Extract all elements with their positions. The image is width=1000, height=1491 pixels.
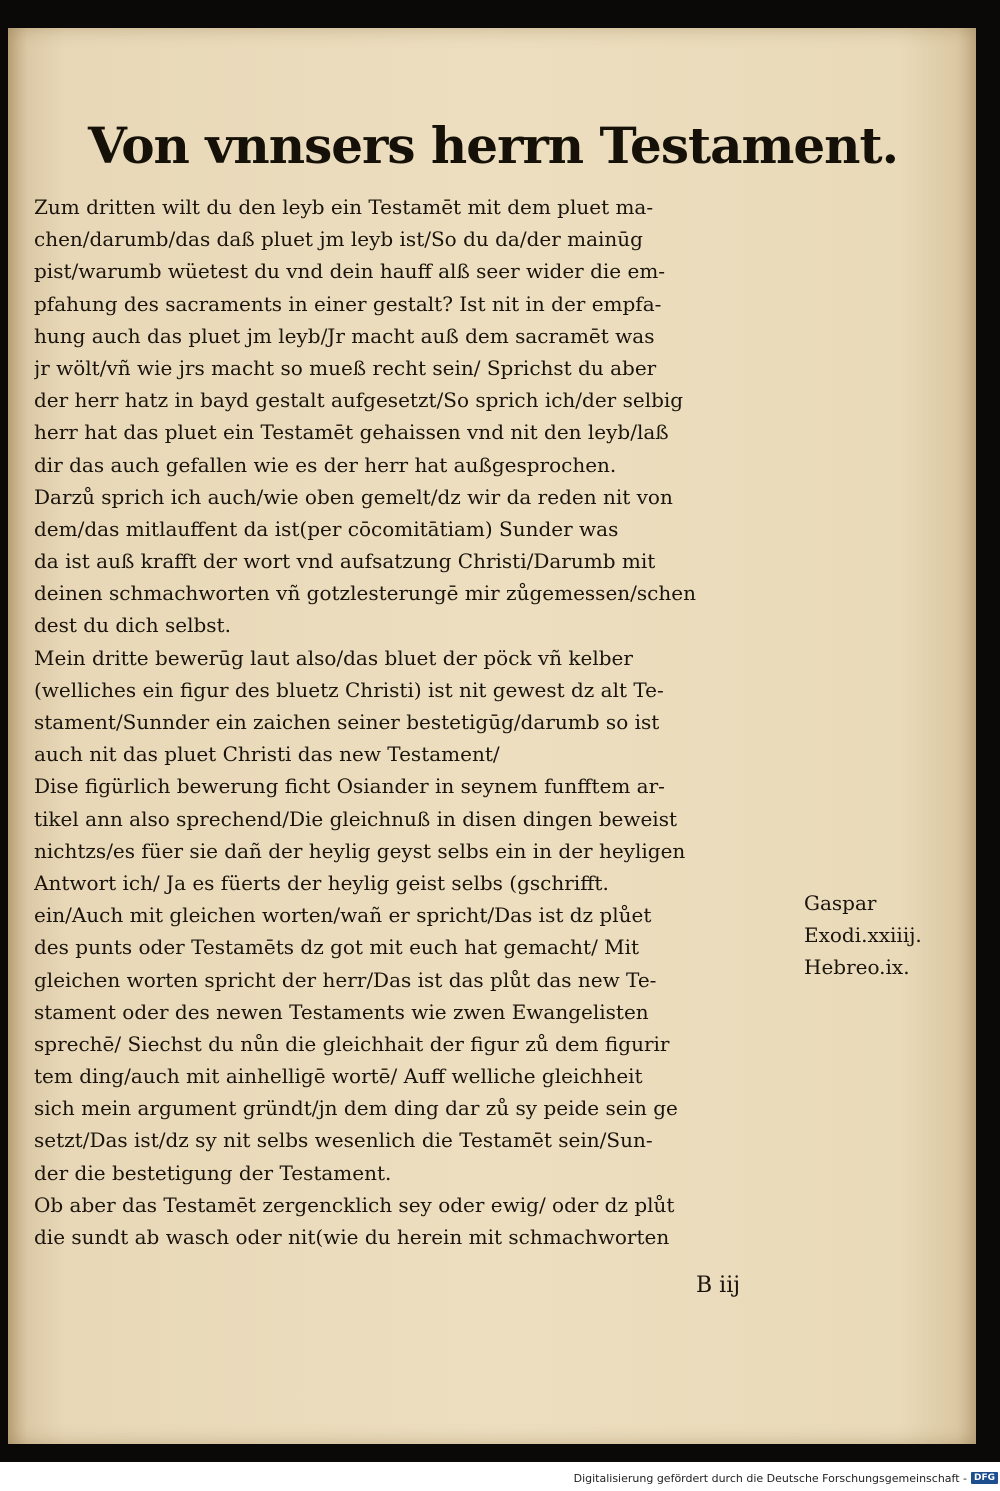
- text-line: gleichen worten spricht der herr/Das ist das plůt das new Te-: [34, 967, 657, 992]
- text-line: deinen schmachworten vñ gotzlesterungē mir zůgemessen/schen: [34, 581, 696, 606]
- text-line: sprechē/ Siechst du nůn die gleichhait der figur zů dem figurir: [34, 1031, 670, 1056]
- text-line: ein/Auch mit gleichen worten/wañ er spricht/Das ist dz plůet: [34, 903, 652, 928]
- text-line: herr hat das pluet ein Testamēt gehaissen vnd nit den leyb/laß: [34, 420, 669, 445]
- text-line: der herr hatz in bayd gestalt aufgesetzt/So sprich ich/der selbig: [34, 388, 684, 413]
- text-line: auch nit das pluet Christi das new Testament/: [34, 742, 500, 767]
- text-line: jr wölt/vñ wie jrs macht so mueß recht sein/ Sprichst du aber: [34, 355, 657, 380]
- text-line: des punts oder Testamēts dz got mit euch hat gemacht/ Mit: [34, 935, 640, 960]
- text-line: der die bestetigung der Testament.: [34, 1160, 392, 1185]
- text-line: stament oder des newen Testaments wie zwen Ewangelisten: [34, 999, 649, 1024]
- text-line: tikel ann also sprechend/Die gleichnuß in disen dingen beweist: [34, 806, 678, 831]
- text-line: stament/Sunnder ein zaichen seiner bestetigūg/darumb so ist: [34, 710, 660, 734]
- text-line: Antwort ich/ Ja es füerts der heylig geist selbs (gschrifft.: [34, 870, 609, 895]
- text-line: pist/warumb wüetest du vnd dein hauff alß seer wider die em-: [34, 259, 666, 284]
- text-line: dest du dich selbst.: [34, 613, 231, 638]
- text-line: Darzů sprich ich auch/wie oben gemelt/dz wir da reden nit von: [34, 484, 673, 509]
- text-line: tem ding/auch mit ainhelligē wortē/ Auff welliche gleichheit: [34, 1064, 643, 1089]
- text-line: Ob aber das Testamēt zergencklich sey oder ewig/ oder dz plůt: [34, 1192, 675, 1217]
- body-text: [34, 191, 794, 1253]
- page-heading: Von vnnsers herrn Testament.: [88, 116, 899, 175]
- dfg-logo: DFG: [971, 1472, 998, 1484]
- margin-notes: [804, 887, 922, 983]
- text-line: pfahung des sacraments in einer gestalt? Ist nit in der empfa-: [34, 291, 662, 316]
- text-line: sich mein argument gründt/jn dem ding dar zů sy peide sein ge: [34, 1096, 678, 1121]
- text-line: Mein dritte bewerūg laut also/das bluet der pöck vñ kelber: [34, 645, 633, 670]
- margin-note: Gaspar: [804, 891, 877, 915]
- text-line: die sundt ab wasch oder nit(wie du herein mit schmachworten: [34, 1225, 670, 1249]
- text-line: da ist auß krafft der wort vnd aufsatzung Christi/Darumb mit: [34, 549, 656, 574]
- text-line: (welliches ein figur des bluetz Christi) ist nit gewest dz alt Te-: [34, 677, 664, 702]
- text-line: dir das auch gefallen wie es der herr hat außgesprochen.: [34, 452, 617, 477]
- text-line: Zum dritten wilt du den leyb ein Testamēt mit dem pluet ma-: [34, 195, 654, 219]
- funding-credit-text: Digitalisierung gefördert durch die Deutsche Forschungsgemeinschaft -: [573, 1471, 967, 1485]
- text-line: hung auch das pluet jm leyb/Jr macht auß dem sacramēt was: [34, 323, 655, 348]
- text-line: nichtzs/es füer sie dañ der heylig geyst selbs ein in der heyligen: [34, 838, 686, 863]
- text-line: setzt/Das ist/dz sy nit selbs wesenlich die Testamēt sein/Sun-: [34, 1128, 653, 1153]
- text-line: chen/darumb/das daß pluet jm leyb ist/So du da/der mainūg: [34, 227, 643, 252]
- text-line: dem/das mitlauffent da ist(per cōcomitātiam) Sunder was: [34, 516, 619, 541]
- text-line: Dise figürlich bewerung ficht Osiander in seynem funfftem ar-: [34, 774, 665, 799]
- book-page: [8, 28, 976, 1444]
- margin-note: Exodi.xxiiij.: [804, 923, 922, 947]
- footer-credit: [574, 1469, 998, 1487]
- margin-note: Hebreo.ix.: [804, 955, 910, 979]
- signature-mark: B iij: [696, 1273, 741, 1298]
